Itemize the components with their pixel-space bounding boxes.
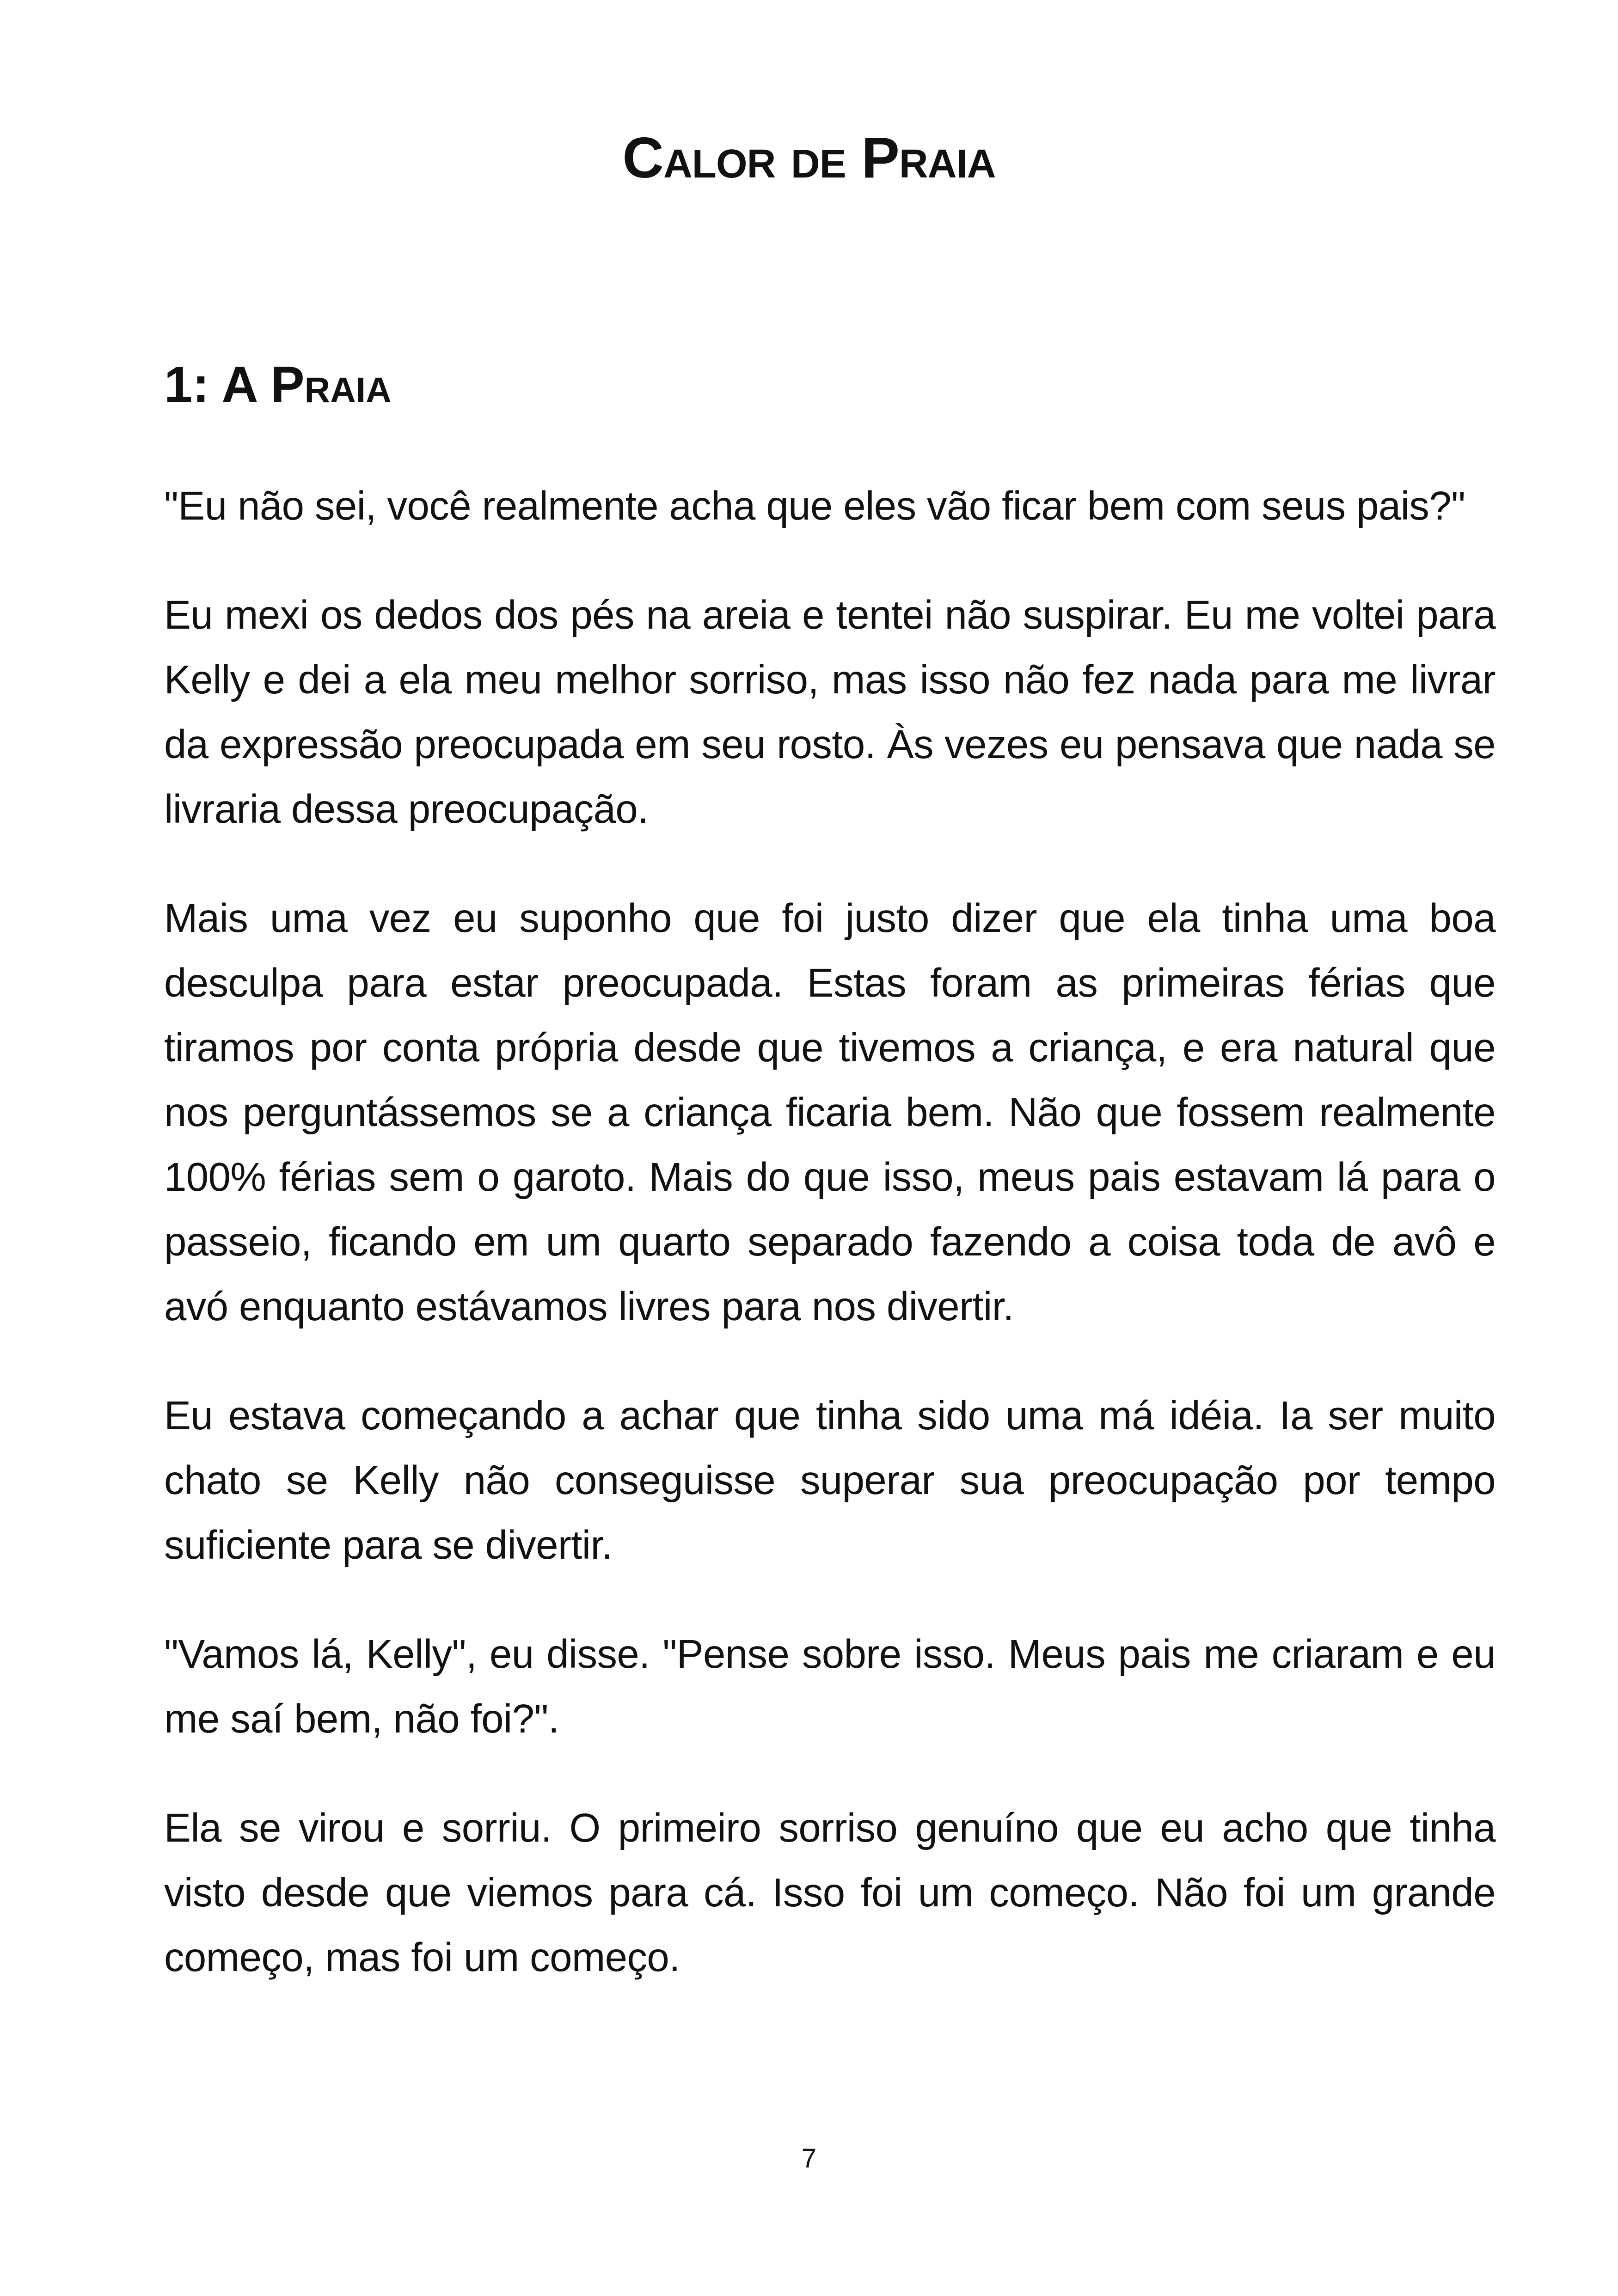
paragraph-1: "Eu não sei, você realmente acha que eles vão ficar bem com seus pais?" (164, 484, 1465, 528)
chapter-title: 1: A Praia (164, 356, 392, 413)
paragraph-4: Eu estava começando a achar que tinha sido uma má idéia. Ia ser muito chato se Kelly não conseguisse superar sua preocupação por tempo suficiente para se divertir. (164, 1393, 1495, 1567)
page-number: 7 (801, 2143, 817, 2174)
paragraph-2: Eu mexi os dedos dos pés na areia e tentei não suspirar. Eu me voltei para Kelly e dei a ela meu melhor sorriso, mas isso não fez nada para me livrar da expressão preocupada em seu rosto. Às vezes eu pensava que nada se livraria dessa preocupação. (164, 593, 1495, 832)
paragraph-6: Ela se virou e sorriu. O primeiro sorriso genuíno que eu acho que tinha visto desde que viemos para cá. Isso foi um começo. Não foi um grande começo, mas foi um começo. (164, 1806, 1495, 1980)
paragraph-3: Mais uma vez eu suponho que foi justo dizer que ela tinha uma boa desculpa para estar preocupada. Estas foram as primeiras férias que tiramos por conta própria desde que tivemos a criança, e era natural que nos perguntássemos se a criança ficaria bem. Não que fossem realmente 100% férias sem o garoto. Mais do que isso, meus pais estavam lá para o passeio, ficando em um quarto separado fazendo a coisa toda de avô e avó enquanto estávamos livres para nos divertir. (164, 896, 1495, 1329)
chapter-body (164, 474, 1495, 2034)
paragraph-5: "Vamos lá, Kelly", eu disse. "Pense sobre isso. Meus pais me criaram e eu me saí bem, não foi?". (164, 1632, 1495, 1741)
book-title: Calor de Praia (622, 126, 996, 190)
